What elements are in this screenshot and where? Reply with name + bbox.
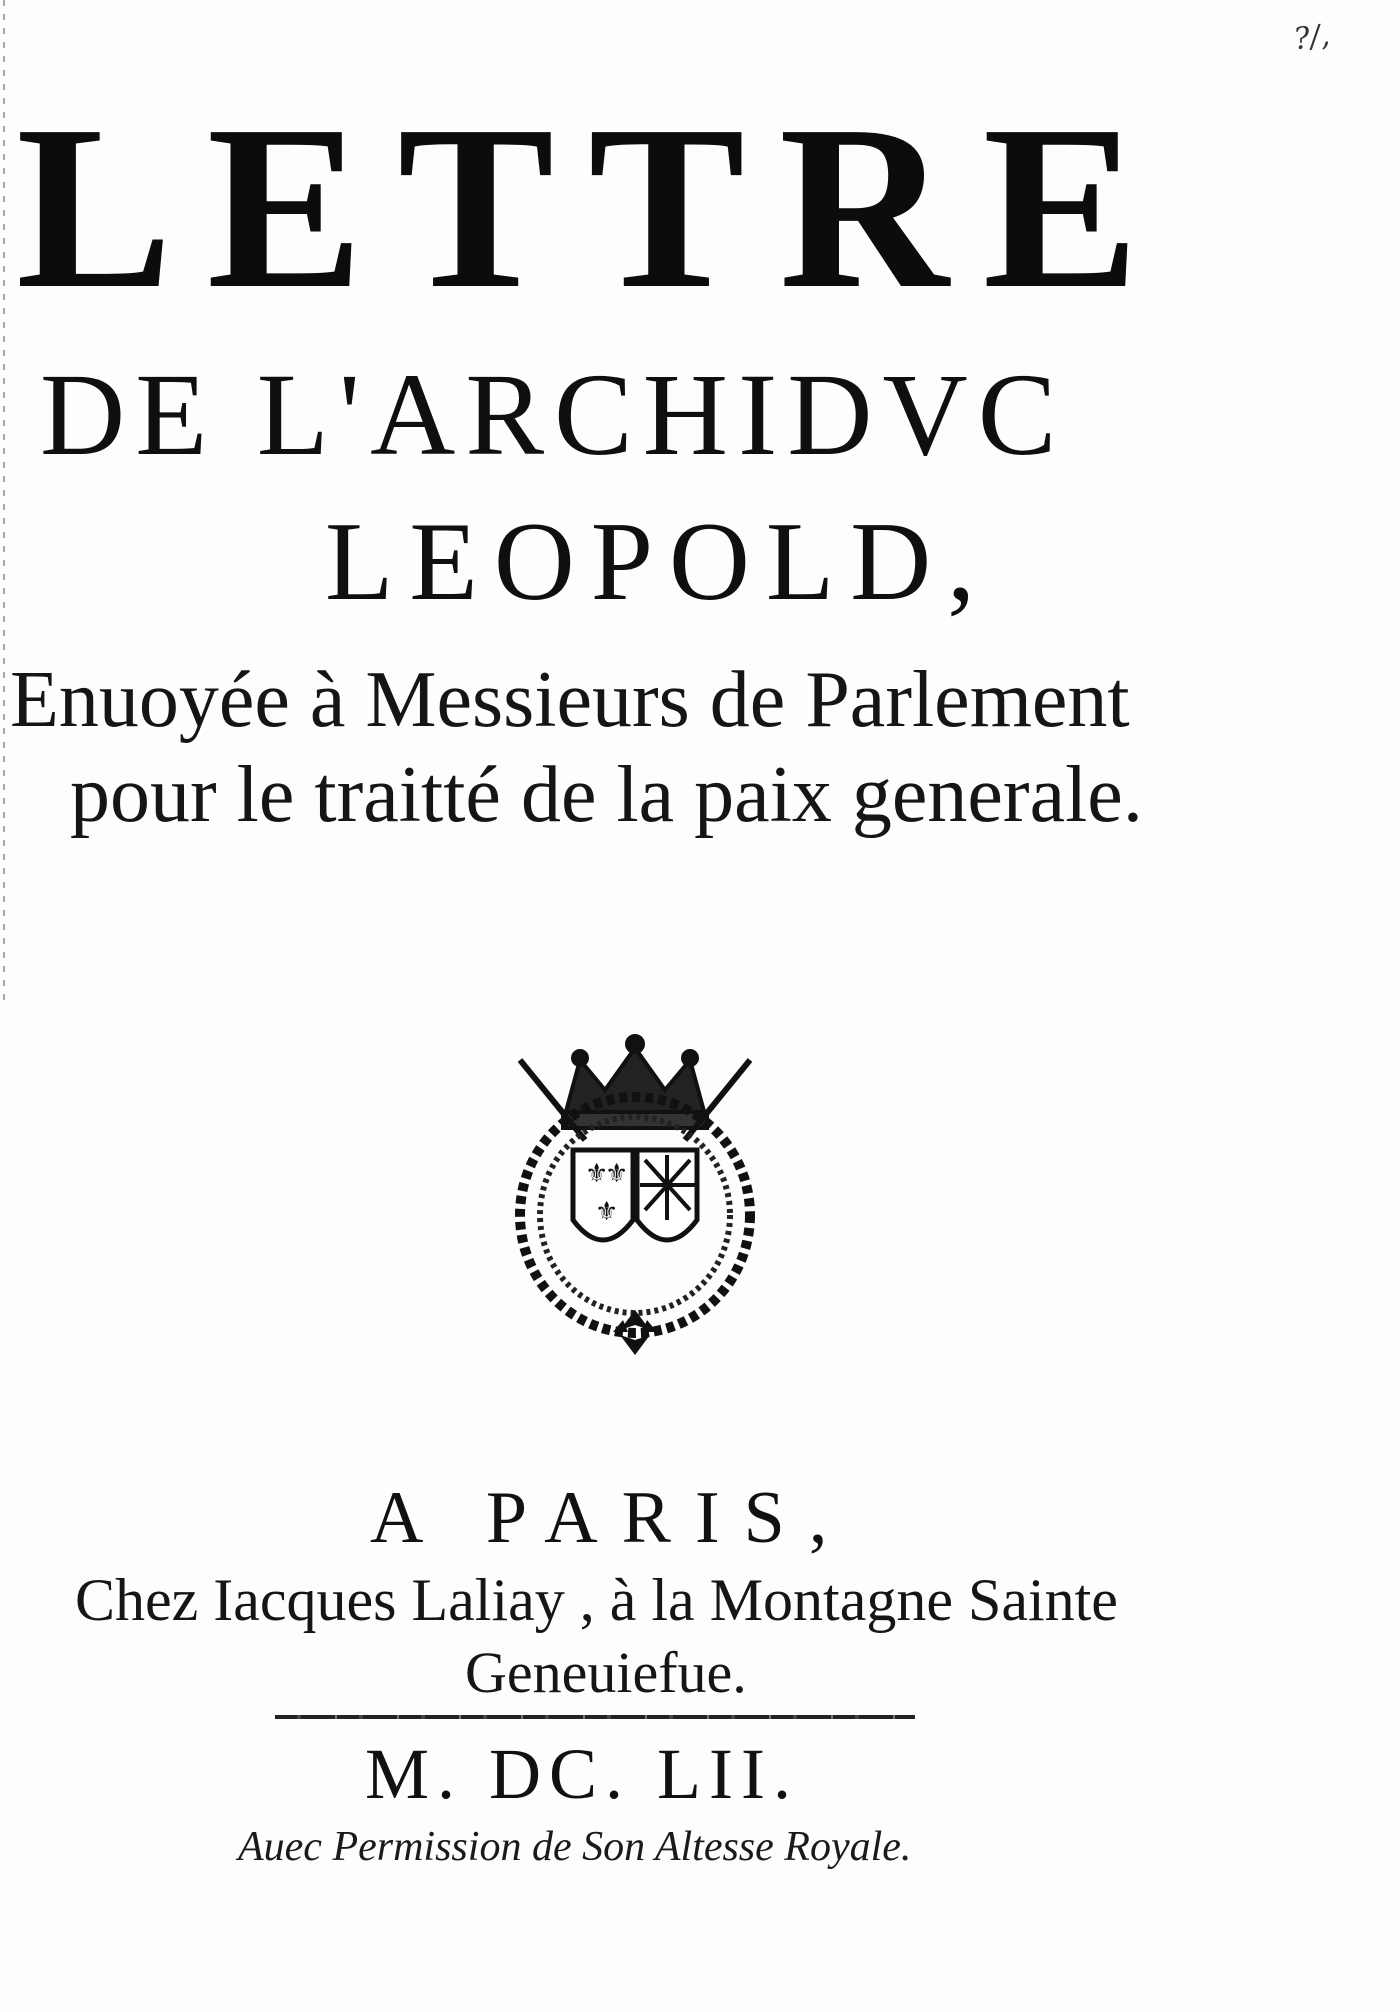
description-line-2: pour le traitté de la paix generale. [70, 751, 1143, 839]
svg-text:⚜: ⚜ [595, 1197, 619, 1227]
publisher-line-1: Chez Iacques Laliay , à la Montagne Sainte [75, 1567, 1118, 1633]
handwritten-corner-mark: ?/, [1292, 17, 1333, 58]
subtitle-line-1: DE L'ARCHIDVC [40, 349, 1067, 480]
permission-notice: Auec Permission de Son Altesse Royale. [238, 1824, 912, 1870]
publication-place: A PARIS, [370, 1477, 852, 1559]
shield-france-icon [573, 1150, 633, 1240]
document-title: LETTRE [16, 77, 1174, 337]
subtitle-line-2: LEOPOLD, [325, 500, 992, 624]
publication-date: M. DC. LII. [365, 1734, 799, 1814]
svg-text:⚜: ⚜ [585, 1159, 609, 1189]
horizontal-rule [275, 1715, 915, 1719]
svg-text:⚜: ⚜ [605, 1159, 629, 1189]
page-gutter-line [3, 0, 5, 1000]
shield-navarre-icon [637, 1150, 697, 1240]
coat-of-arms-icon [505, 1020, 765, 1360]
description-line-1: Enuoyée à Messieurs de Parlement [10, 656, 1130, 744]
publisher-line-2: Geneuiefue. [465, 1640, 747, 1705]
